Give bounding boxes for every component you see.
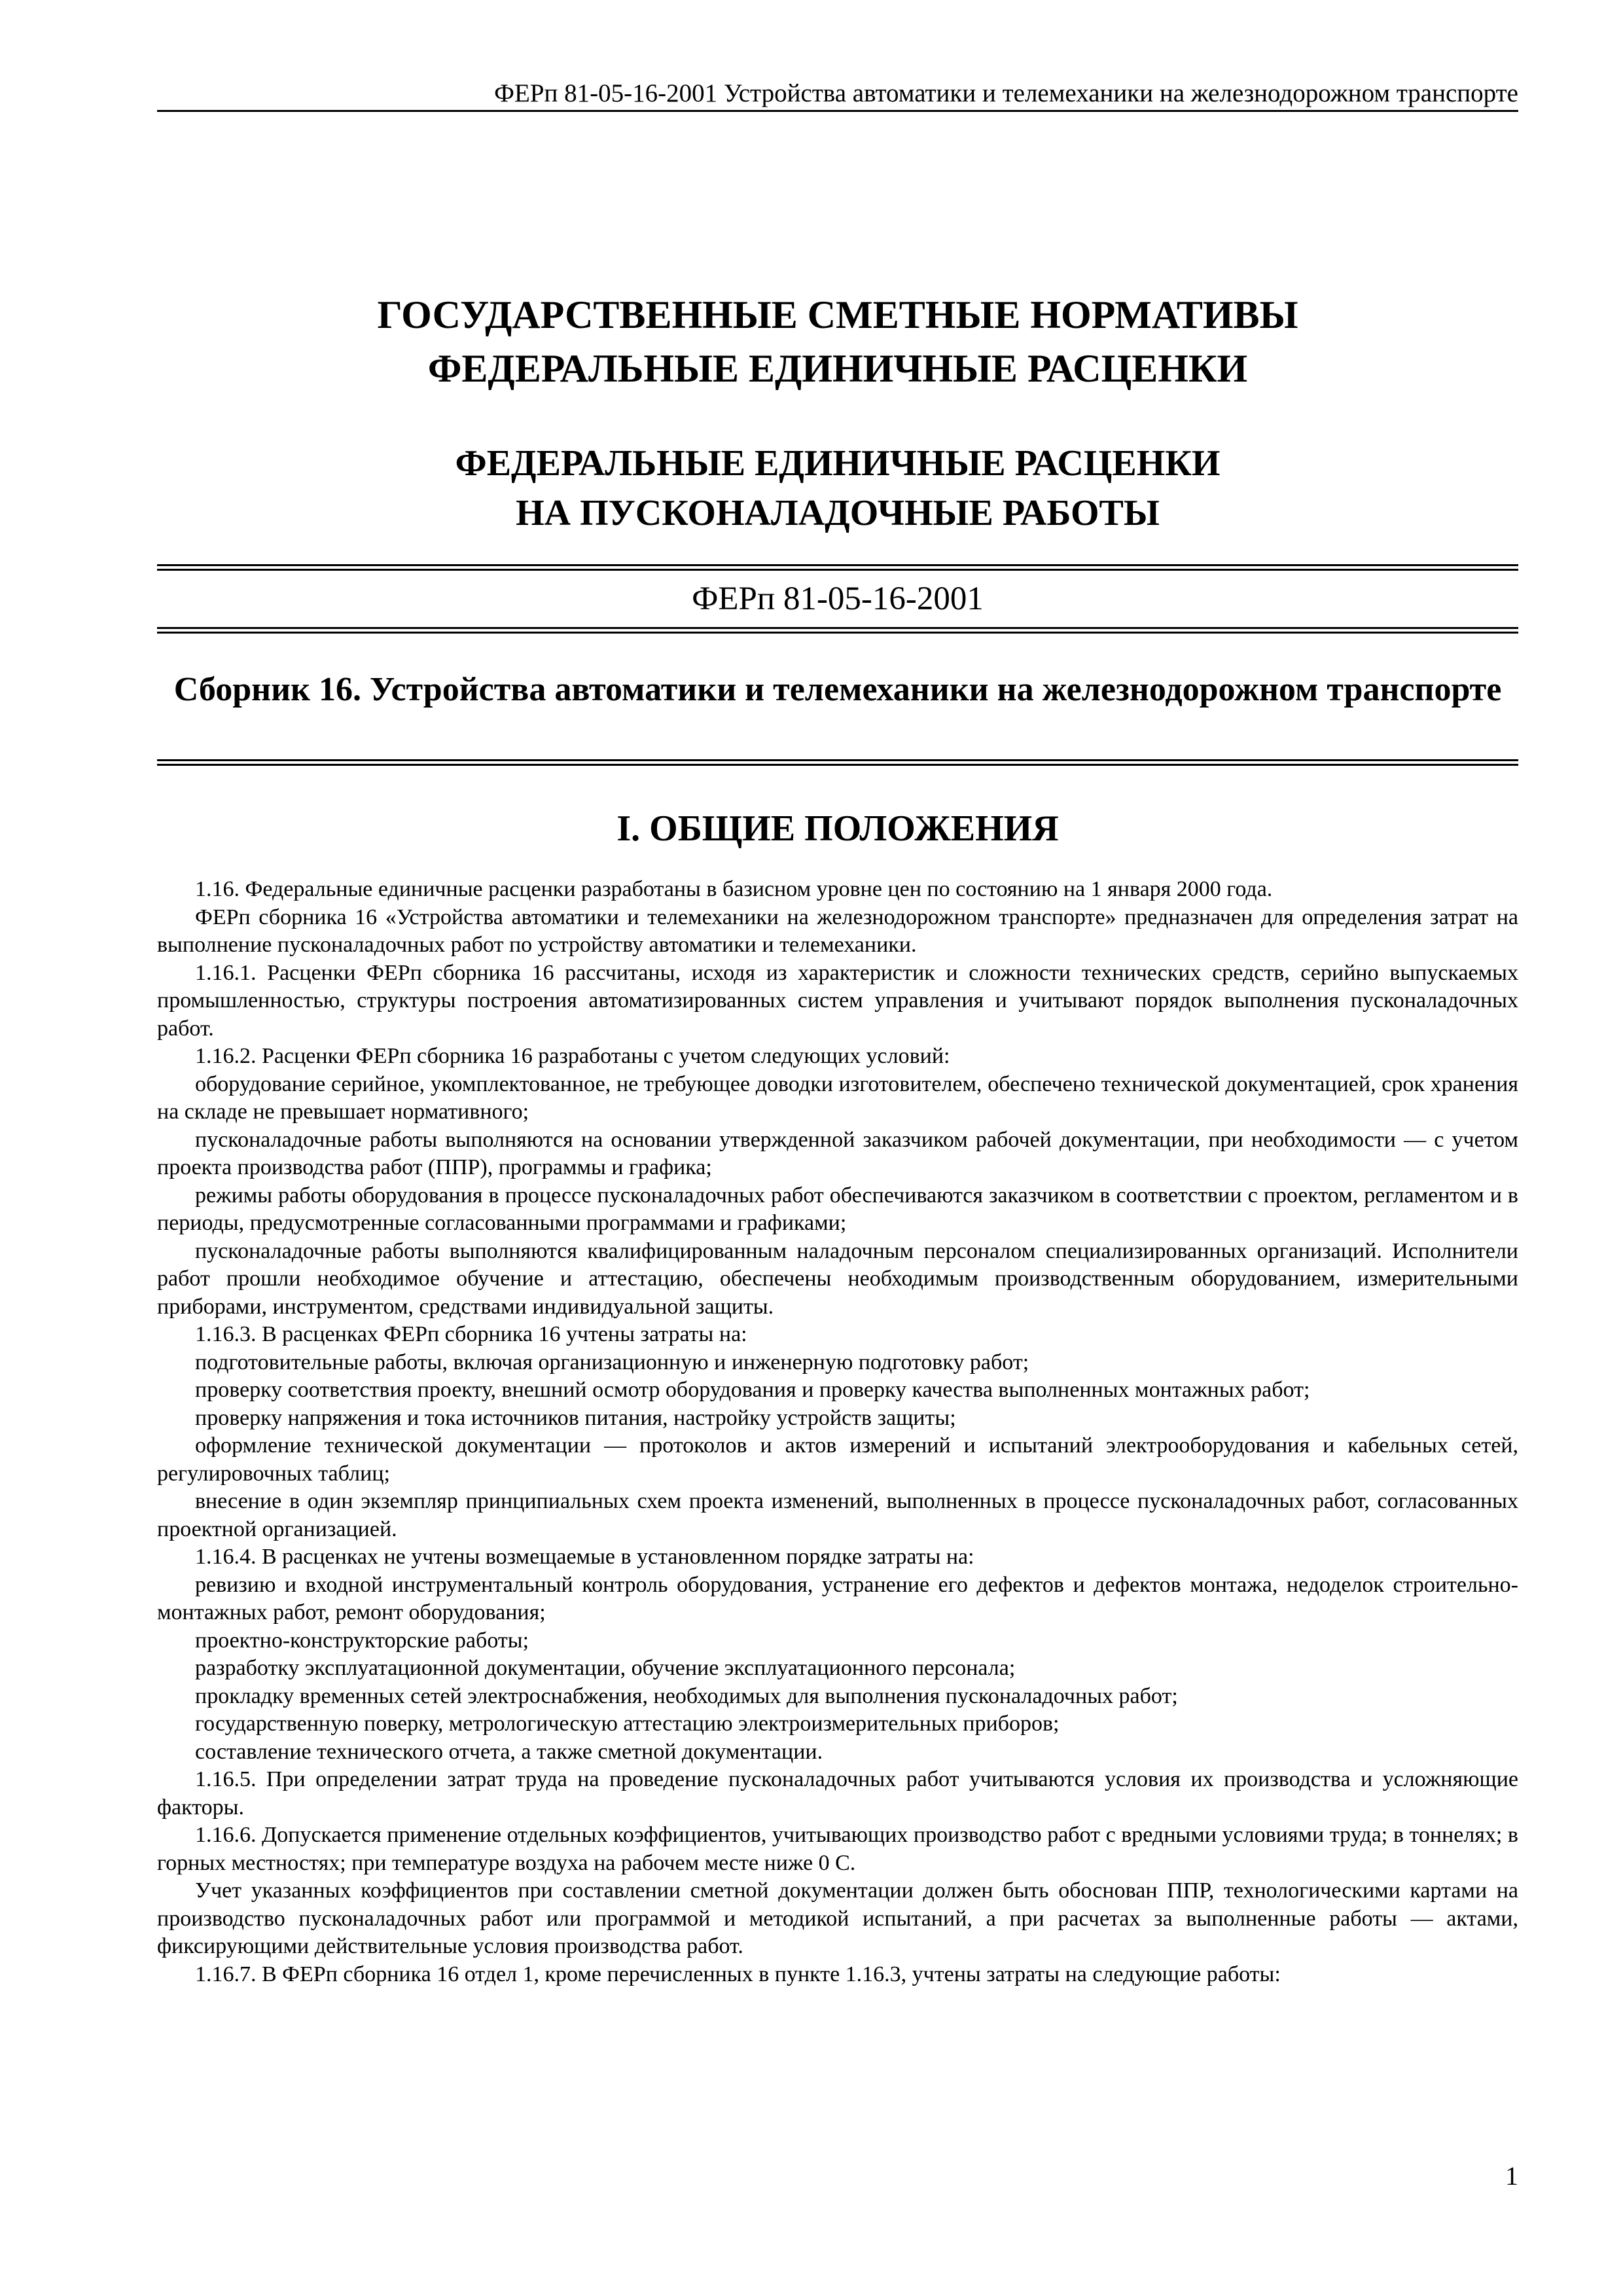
paragraph: внесение в один экземпляр принципиальных схем проекта изменений, выполненных в процессе пусконаладочных работ, согласованных проектной организацией.: [157, 1489, 1518, 1541]
paragraph: режимы работы оборудования в процессе пусконаладочных работ обеспечиваются заказчиком в соответствии с проектом, регламентом и в периоды, предусмотренные согласованными программами и графиками;: [157, 1183, 1518, 1235]
paragraph: оформление технической документации — протоколов и актов измерений и испытаний электрооборудования и кабельных сетей, регулировочных таблиц;: [157, 1433, 1518, 1486]
divider-bottom: [157, 759, 1518, 766]
paragraph: 1.16.7. В ФЕРп сборника 16 отдел 1, кроме перечисленных в пункте 1.16.3, учтены затраты на следующие работы:: [195, 1962, 1281, 1986]
paragraph: 1.16.6. Допускается применение отдельных коэффициентов, учитывающих производство работ с вредными условиями труда; в тоннелях; в горных местностях; при температуре воздуха на рабочем месте ниже 0 С.: [157, 1823, 1518, 1875]
paragraph: 1.16.3. В расценках ФЕРп сборника 16 учтены затраты на:: [195, 1322, 747, 1346]
paragraph: разработку эксплуатационной документации, обучение эксплуатационного персонала;: [195, 1656, 1016, 1680]
title-line-1: ГОСУДАРСТВЕННЫЕ СМЕТНЫЕ НОРМАТИВЫ: [377, 293, 1298, 336]
section-heading: I. ОБЩИЕ ПОЛОЖЕНИЯ: [616, 808, 1059, 849]
collection-title: Сборник 16. Устройства автоматики и телемеханики на железнодорожном транспорте: [173, 671, 1502, 708]
paragraph: проектно-конструкторские работы;: [195, 1628, 529, 1653]
paragraph: подготовительные работы, включая организационную и инженерную подготовку работ;: [195, 1350, 1029, 1374]
title-line-4: НА ПУСКОНАЛАДОЧНЫЕ РАБОТЫ: [516, 493, 1160, 533]
paragraph: оборудование серийное, укомплектованное, не требующее доводки изготовителем, обеспечено технической документацией, срок хранения на складе не превышает нормативного;: [157, 1071, 1518, 1124]
page-number: 1: [1505, 2161, 1518, 2191]
paragraph: 1.16. Федеральные единичные расценки разработаны в базисном уровне цен по состоянию на 1 января 2000 года.: [195, 877, 1273, 901]
document-code: ФЕРп 81-05-16-2001: [692, 581, 984, 617]
paragraph: государственную поверку, метрологическую аттестацию электроизмерительных приборов;: [195, 1712, 1060, 1736]
running-header-text: ФЕРп 81-05-16-2001 Устройства автоматики и телемеханики на железнодорожном транспорте: [494, 79, 1518, 107]
paragraph: пусконаладочные работы выполняются на основании утвержденной заказчиком рабочей документации, при необходимости — с учетом проекта производства работ (ППР), программы и графика;: [157, 1127, 1518, 1179]
divider-middle: [157, 627, 1518, 634]
title-line-3: ФЕДЕРАЛЬНЫЕ ЕДИНИЧНЫЕ РАСЦЕНКИ: [455, 443, 1221, 484]
paragraph: 1.16.4. В расценках не учтены возмещаемые в установленном порядке затраты на:: [195, 1545, 974, 1569]
paragraph: составление технического отчета, а также сметной документации.: [195, 1739, 823, 1764]
paragraph: ФЕРп сборника 16 «Устройства автоматики и телемеханики на железнодорожном транспорте» предназначен для определения затрат на выполнение пусконаладочных работ по устройству автоматики и телемеханики.: [157, 905, 1518, 957]
body-text: [157, 876, 1518, 1988]
paragraph: прокладку временных сетей электроснабжения, необходимых для выполнения пусконаладочных работ;: [195, 1683, 1178, 1708]
title-line-2: ФЕДЕРАЛЬНЫЕ ЕДИНИЧНЫЕ РАСЦЕНКИ: [427, 347, 1248, 390]
paragraph: 1.16.1. Расценки ФЕРп сборника 16 рассчитаны, исходя из характеристик и сложности технических средств, серийно выпускаемых промышленностью, структуры построения автоматизированных систем управления и учитывают порядок выполнения пусконаладочных работ.: [157, 960, 1518, 1041]
paragraph: ревизию и входной инструментальный контроль оборудования, устранение его дефектов и дефектов монтажа, недоделок строительно-монтажных работ, ремонт оборудования;: [157, 1572, 1518, 1624]
paragraph: Учет указанных коэффициентов при составлении сметной документации должен быть обоснован ППР, технологическими картами на производство пусконаладочных работ или программой и методикой испытаний, а при расчетах за выполненные работы — актами, фиксирующими действительные условия производства работ.: [157, 1878, 1518, 1958]
paragraph: проверку соответствия проекту, внешний осмотр оборудования и проверку качества выполненных монтажных работ;: [195, 1378, 1310, 1402]
running-header: [157, 77, 1518, 112]
paragraph: 1.16.2. Расценки ФЕРп сборника 16 разработаны с учетом следующих условий:: [195, 1044, 950, 1068]
subtitle: [157, 439, 1518, 538]
paragraph: проверку напряжения и тока источников питания, настройку устройств защиты;: [195, 1405, 956, 1430]
paragraph: пусконаладочные работы выполняются квалифицированным наладочным персоналом специализированных организаций. Исполнители работ прошли необходимое обучение и аттестацию, обеспечены необходимым производственным оборудованием, измерительными приборами, инструментом, средствами индивидуальной защиты.: [157, 1238, 1518, 1319]
divider-top: [157, 564, 1518, 571]
main-title: [157, 288, 1518, 395]
paragraph: 1.16.5. При определении затрат труда на проведение пусконаладочных работ учитываются условия их производства и усложняющие факторы.: [157, 1767, 1518, 1820]
